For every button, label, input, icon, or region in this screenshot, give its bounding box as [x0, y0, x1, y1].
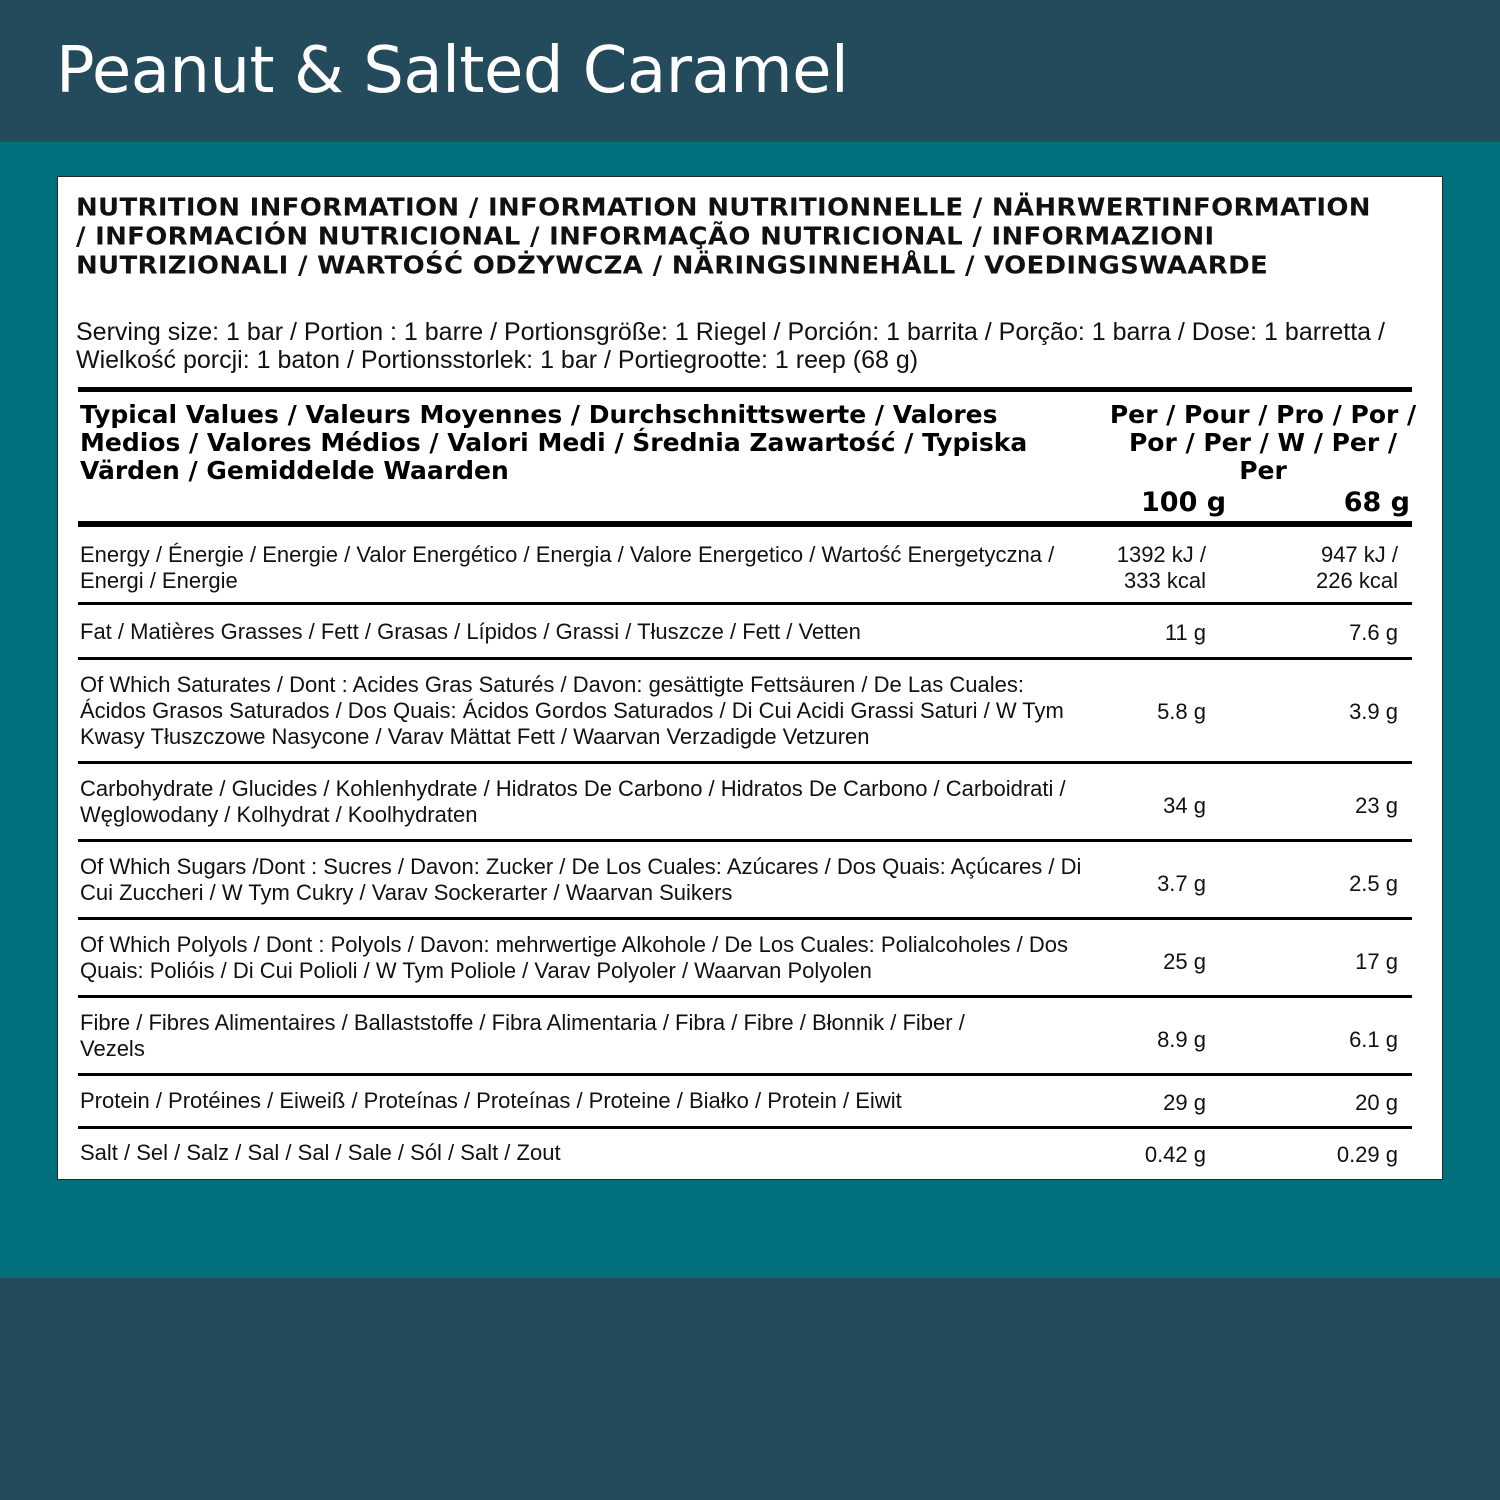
nutrient-label: Fibre / Fibres Alimentaires / Ballaststoffe / Fibra Alimentaria / Fibra / Fibre / Błonnik / Fiber / Vezels	[80, 1010, 965, 1061]
table-row	[78, 764, 1412, 842]
product-title: Peanut & Salted Caramel	[56, 34, 849, 108]
value-100g: 0.42 g	[1144, 1142, 1206, 1167]
nutrient-label: Of Which Polyols / Dont : Polyols / Davon: mehrwertige Alkohole / De Los Cuales: Polialcoholes / Dos Quais: Polióis / Di Cui Polioli / W Tym Poliole / Varav Polyoler / Waarvan Polyolen	[80, 932, 1069, 983]
value-100g: 8.9 g	[1157, 1027, 1206, 1052]
typical-values-header: Typical Values / Valeurs Moyennes / Durchschnittswerte / Valores Medios / Valores Médios / Valori Medi / Średnia Zawartość / Typiska Värden / Gemiddelde Waarden	[80, 400, 1028, 485]
value-100g-kcal: 333 kcal	[1124, 568, 1206, 593]
column-header-68g: 68 g	[1343, 487, 1410, 518]
column-header-100g: 100 g	[1141, 487, 1227, 518]
nutrient-label: Salt / Sel / Salz / Sal / Sal / Sale / Sól / Salt / Zout	[80, 1140, 561, 1165]
nutrient-label: Energy / Énergie / Energie / Valor Energético / Energia / Valore Energetico / Wartość Energetyczna / Energi / Energie	[80, 542, 1055, 593]
value-68g: 20 g	[1355, 1090, 1398, 1115]
value-68g: 3.9 g	[1349, 699, 1398, 724]
nutrient-label: Protein / Protéines / Eiweiß / Proteínas / Proteínas / Proteine / Białko / Protein / Eiwit	[80, 1088, 902, 1113]
nutrient-label: Carbohydrate / Glucides / Kohlenhydrate / Hidratos De Carbono / Hidratos De Carbono / Carboidrati / Węglowodany / Kolhydrat / Koolhydraten	[80, 776, 1066, 827]
value-100g: 11 g	[1164, 620, 1206, 645]
value-68g-kcal: 226 kcal	[1316, 568, 1398, 593]
value-100g: 3.7 g	[1157, 871, 1206, 896]
table-row	[78, 998, 1412, 1076]
table-row	[78, 527, 1412, 605]
serving-size: Serving size: 1 bar / Portion : 1 barre / Portionsgröße: 1 Riegel / Porción: 1 barrita / Porção: 1 barra / Dose: 1 barretta / Wielkość porcji: 1 baton / Portionsstorlek: 1 bar / Portiegrootte: 1 reep (68 g)	[76, 318, 1385, 374]
nutrient-label: Fat / Matières Grasses / Fett / Grasas / Lípidos / Grassi / Tłuszcze / Fett / Vetten	[80, 619, 861, 644]
value-68g: 7.6 g	[1349, 620, 1398, 645]
table-row	[78, 605, 1412, 660]
table-row	[78, 660, 1412, 764]
table-row	[78, 842, 1412, 920]
value-68g-kj: 947 kJ /	[1320, 542, 1398, 567]
nutrient-label: Of Which Sugars /Dont : Sucres / Davon: Zucker / De Los Cuales: Azúcares / Dos Quais: Açúcares / Di Cui Zuccheri / W Tym Cukry / Varav Sockerarter / Waarvan Suikers	[80, 854, 1082, 905]
table-top-rule	[78, 387, 1412, 392]
value-100g	[1046, 542, 1206, 594]
nutrient-label: Of Which Saturates / Dont : Acides Gras Saturés / Davon: gesättigte Fettsäuren / De Las Cuales: Ácidos Grasos Saturados / Dos Quais: Ácidos Gordos Saturados / Di Cui Acidi Grassi Saturi / W Tym Kwasy Tłuszczowe Nasycone / Varav Mättat Fett / Waarvan Verzadigde Vetzuren	[80, 672, 1064, 749]
title-bar	[0, 0, 1500, 142]
value-68g: 6.1 g	[1349, 1027, 1398, 1052]
table-row	[78, 920, 1412, 998]
value-68g: 23 g	[1355, 793, 1398, 818]
nutrition-heading: NUTRITION INFORMATION / INFORMATION NUTRITIONNELLE / NÄHRWERTINFORMATION / INFORMACIÓN NUTRICIONAL / INFORMAÇÃO NUTRICIONAL / INFORMAZIONI NUTRIZIONALI / WARTOŚĆ ODŻYWCZA / NÄRINGSINNEHÅLL / VOEDINGSWAARDE	[76, 193, 1371, 281]
value-100g: 34 g	[1163, 793, 1206, 818]
value-100g: 29 g	[1163, 1090, 1206, 1115]
footer-band	[0, 1278, 1500, 1500]
value-100g: 5.8 g	[1157, 699, 1206, 724]
nutrition-panel	[57, 176, 1443, 1180]
value-68g: 2.5 g	[1349, 871, 1398, 896]
value-68g	[1238, 542, 1398, 594]
table-row	[78, 1076, 1412, 1129]
value-68g: 0.29 g	[1336, 1142, 1398, 1167]
value-68g: 17 g	[1355, 949, 1398, 974]
table-row	[78, 1129, 1412, 1179]
per-header: Per / Pour / Pro / Por / Por / Per / W / Per / Per	[1109, 400, 1417, 485]
value-100g-kj: 1392 kJ /	[1116, 542, 1206, 567]
value-100g: 25 g	[1163, 949, 1206, 974]
